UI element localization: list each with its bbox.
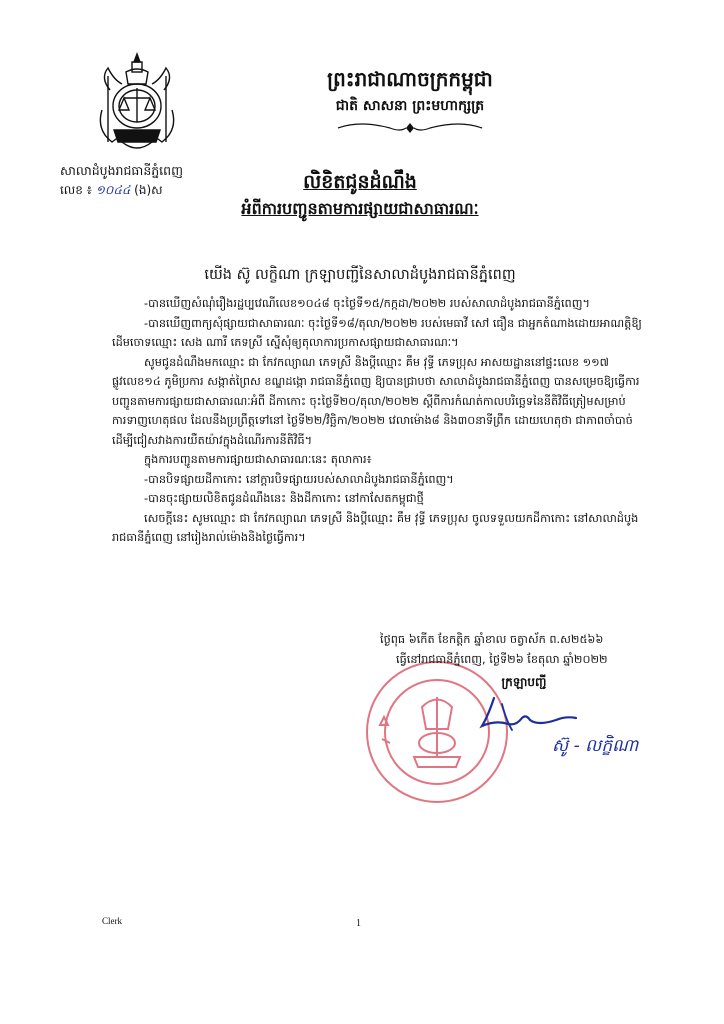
solar-date: ធ្វើនៅរាជធានីភ្នំពេញ, ថ្ងៃទី២៦ ខែតុលា ឆ្នាំ២០២២	[396, 653, 608, 666]
paragraph-request: -បានឃើញពាក្យសុំផ្សាយជាសាធារណៈ ចុះថ្ងៃទី១៨/តុលា/២០២២ របស់មេធាវី សៅ ធឿន ជាអ្នកតំណាងដោយអាណត្តិឱ្យដើមចោទឈ្មោះ សេង ណារី ភេទស្រី ស្នើសុំឲ្យតុលាការប្រកាសផ្សាយជាសាធារណៈ។	[112, 316, 642, 349]
reference-number-value: ១០៤៤	[95, 183, 131, 197]
royal-emblem-icon	[92, 50, 182, 160]
lunar-date: ថ្ងៃពុធ ៦កើត ខែកត្តិក ឆ្នាំខាល ចត្វាស័ក ព.ស២៥៦៦	[380, 633, 604, 646]
footer-clerk-label: Clerk	[102, 916, 122, 926]
document-subtitle: អំពីការបញ្ជូនតាមការផ្សាយជាសាធារណៈ	[241, 199, 479, 218]
notice-body	[112, 294, 642, 548]
issuing-court-name: សាលាដំបូងរាជធានីភ្នំពេញ	[60, 163, 183, 178]
document-title: លិខិតជូនដំណឹង	[303, 171, 417, 193]
paragraph-conclusion: សេចក្តីនេះ សូមឈ្មោះ ជា កែវកល្យាណ ភេទស្រី និងប្តីឈ្មោះ គឹម វុទ្ធី ភេទប្រុស ចូលទទួលយកដីកាកោះ នៅសាលាដំបូងរាជធានីភ្នំពេញ នៅរៀងរាល់ម៉ោងនិងថ្ងៃធ្វើការ។	[112, 511, 639, 544]
national-motto: ជាតិ សាសនា ព្រះមហាក្សត្រ	[335, 98, 485, 114]
paragraph-case-reference: -បានឃើញសំណុំរឿងរដ្ឋប្បវេណីលេខ១០៤៨ ចុះថ្ងៃទី១៥/កក្កដា/២០២២ របស់សាលាដំបូងរាជធានីភ្នំពេញ។	[144, 297, 590, 310]
list-item: -បានចុះផ្សាយលិខិតជូនដំណឹងនេះ និងដីកាកោះ នៅកាសែតកម្ពុជាថ្មី	[144, 492, 424, 505]
list-item: -បានបិទផ្សាយដីកាកោះ នៅក្តារបិទផ្សាយរបស់សាលាដំបូងរាជធានីភ្នំពេញ។	[144, 472, 454, 486]
paragraph-notice: សូមជូនដំណឹងមកឈ្មោះ ជា កែវកល្យាណ ភេទស្រី និងប្តីឈ្មោះ គឹម វុទ្ធី ភេទប្រុស អាសយដ្ឋាននៅផ្ទះលេខ ១១៧ ផ្លូវលេខ១៤ ភូមិប្រការ សង្កាត់ព្រៃស ខណ្ឌដង្កោ រាជធានីភ្នំពេញ ឱ្យបានជ្រាបថា សាលាដំបូងរាជធានីភ្នំពេញ បានសម្រេចឱ្យធ្វើការបញ្ជូនតាមការផ្សាយជាសាធារណៈអំពី ដីកាកោះ ចុះថ្ងៃទី២០/តុលា/២០២២ ស្តីពីការកំណត់កាលបរិច្ឆេទនៃនីតិវិធីត្រៀមសម្រាប់ការទាញហេតុផល ដែលនឹងប្រព្រឹត្តទៅនៅ ថ្ងៃទី២២/វិច្ឆិកា/២០២២ វេលាម៉ោង៨ និង៣០នាទីព្រឹក ដោយហេតុថា ជាភាពចាំបាច់ដើម្បីជៀសវាងការយឺតយ៉ាវក្នុងដំណើរការនីតិវិធី។	[112, 355, 640, 447]
issuer-intro: យើង ស៊ូ លក្ខិណា ក្រឡាបញ្ជីនៃសាលាដំបូងរាជធានីភ្នំពេញ	[204, 267, 516, 283]
signer-title: ក្រឡាបញ្ជី	[501, 675, 547, 689]
ornament-divider-icon	[330, 120, 490, 136]
handwritten-signature	[472, 690, 582, 738]
kingdom-heading: ព្រះរាជាណាចក្រកម្ពុជា	[327, 67, 493, 91]
page-number: 1	[356, 918, 361, 929]
reference-suffix: (ង)​ស	[130, 183, 163, 197]
handwritten-signer-name: ស៊ូ - លក្ខិណា	[552, 736, 639, 756]
paragraph-court-actions: ក្នុងការបញ្ជូនតាមការផ្សាយជាសាធារណៈនេះ តុលាការ៖	[144, 453, 372, 466]
reference-label: លេខ ៖	[60, 183, 96, 197]
